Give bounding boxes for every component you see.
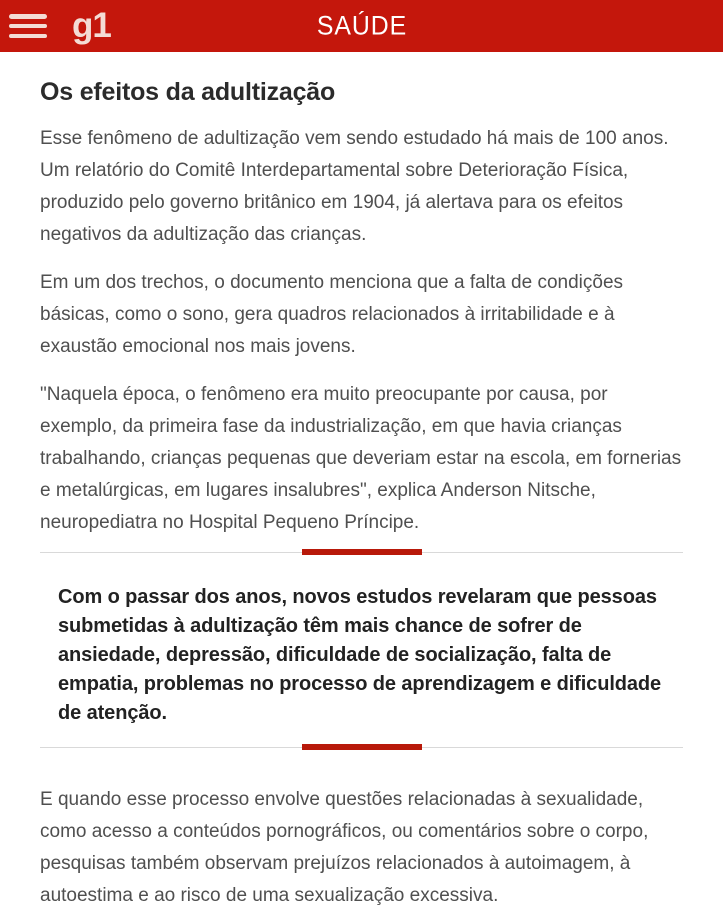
article-paragraph: Esse fenômeno de adultização vem sendo estudado há mais de 100 anos. Um relatório do Comitê Interdepartamental sobre Deterioração Física, produzido pelo governo britânico em 1904, já alertava para os efeitos negativos da adultização das crianças. — [40, 128, 669, 245]
article-quote: Com o passar dos anos, novos estudos revelaram que pessoas submetidas à adultização têm mais chance de sofrer de ansiedade, depressão, dificuldade de socialização, falta de empatia, problemas no processo de aprendizagem e dificuldade de atenção. — [58, 586, 662, 724]
hamburger-menu-button[interactable] — [9, 14, 47, 38]
divider-red-accent — [302, 744, 422, 750]
article-body — [0, 52, 723, 912]
g1-logo[interactable]: g1 — [72, 6, 111, 45]
hamburger-icon — [9, 24, 47, 29]
hamburger-icon — [9, 14, 47, 19]
hamburger-icon — [9, 34, 47, 39]
quote-divider-top — [40, 549, 683, 555]
article-paragraph: "Naquela época, o fenômeno era muito preocupante por causa, por exemplo, da primeira fase da industrialização, em que havia crianças trabalhando, crianças pequenas que deveriam estar na escola, em fornerias e metalúrgicas, em lugares insalubres", explica Anderson Nitsche, neuropediatra no Hospital Pequeno Príncipe. — [40, 384, 682, 533]
app-header — [0, 0, 723, 52]
article-paragraph: Em um dos trechos, o documento menciona que a falta de condições básicas, como o sono, gera quadros relacionados à irritabilidade e à exaustão emocional nos mais jovens. — [40, 272, 624, 357]
article-paragraph: E quando esse processo envolve questões relacionadas à sexualidade, como acesso a conteúdos pornográficos, ou comentários sobre o corpo, pesquisas também observam prejuízos relacionados à autoimagem, à autoestima e ao risco de uma sexualização excessiva. — [40, 789, 649, 906]
divider-red-accent — [302, 549, 422, 555]
article-title: Os efeitos da adultização — [40, 78, 336, 106]
section-title: SAÚDE — [316, 10, 407, 41]
quote-divider-bottom — [40, 744, 683, 750]
